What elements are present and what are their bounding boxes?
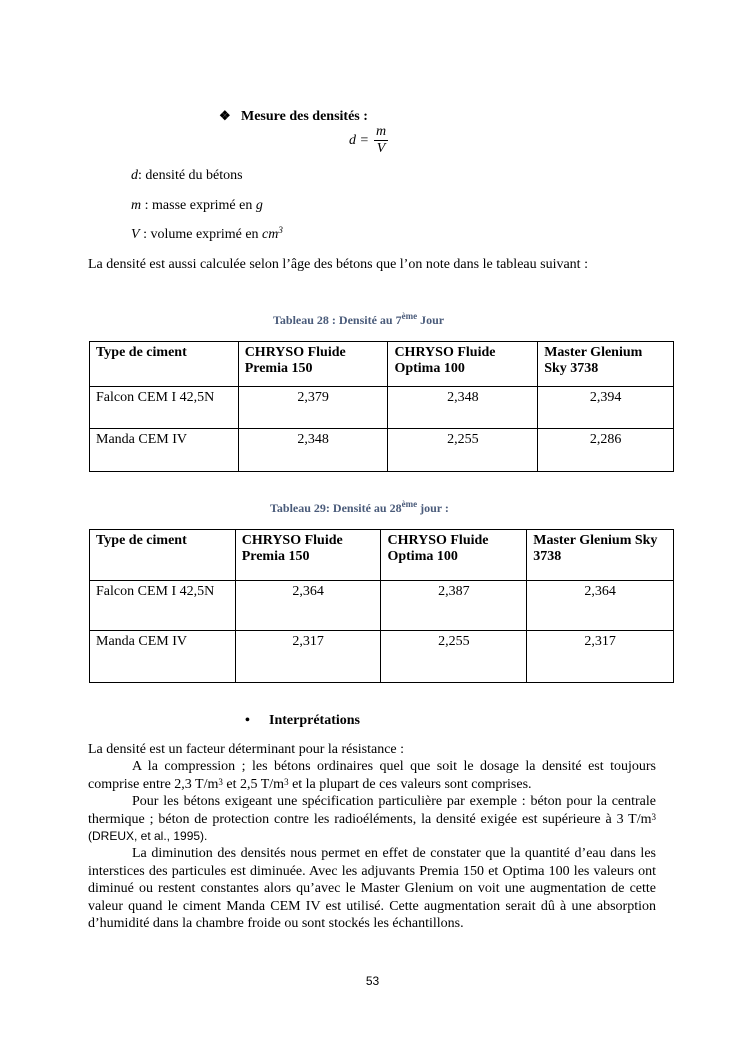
table-cell: 2,379: [238, 387, 388, 429]
table-cell: 2,286: [538, 429, 674, 472]
density-table-28-days: [89, 529, 674, 683]
table-header-cell: Type de ciment: [90, 530, 236, 581]
table-cell: Falcon CEM I 42,5N: [90, 581, 236, 631]
citation: (DREUX, et al., 1995).: [88, 829, 208, 844]
diamond-bullet-icon: ❖: [219, 108, 231, 123]
table-header-cell: CHRYSO Fluide Premia 150: [238, 342, 388, 387]
table-cell: Manda CEM IV: [90, 429, 239, 472]
definition-sep: :: [139, 227, 147, 242]
table-cell: 2,317: [235, 631, 381, 683]
definition-text: masse exprimé en: [148, 198, 256, 213]
paragraph-text: et la plupart de ces valeurs sont comprises.: [288, 776, 532, 792]
table-cell: 2,364: [527, 581, 674, 631]
formula-fraction: [374, 124, 388, 157]
table-cell: Manda CEM IV: [90, 631, 236, 683]
caption-text: Tableau 28 : Densité au 7: [273, 313, 402, 327]
round-bullet-icon: •: [245, 713, 250, 728]
table-cell: 2,364: [235, 581, 381, 631]
density-table-7-days: [89, 341, 674, 472]
table-cell: Falcon CEM I 42,5N: [90, 387, 239, 429]
table-cell: 2,255: [381, 631, 527, 683]
definition-unit-exponent: 3: [278, 225, 283, 235]
table-cell: 2,387: [381, 581, 527, 631]
interpretations-title: Interprétations: [269, 713, 360, 728]
table28-caption: [273, 313, 444, 328]
caption-text-end: jour :: [417, 501, 449, 515]
definition-sep: :: [138, 168, 142, 183]
table-header-cell: Type de ciment: [90, 342, 239, 387]
definition-d: [131, 168, 243, 184]
caption-text: Tableau 29: Densité au 28: [270, 501, 402, 515]
definition-unit: g: [255, 198, 263, 213]
paragraph-density-decrease: La diminution des densités nous permet en effet de constater que la quantité d’eau dans les interstices des particules est diminuée. Avec les adjuvants Premia 150 et Optima 100 les valeurs ont diminué ou restent constantes alors qu’avec le Master Glenium on voit une augmentation de cette valeur quand le ciment Manda CEM IV est utilisé. Cette augmentation serait dû à une absorption d’humidité dans la chambre froide ou sont stockés les échantillons.: [88, 846, 656, 932]
caption-superscript: ème: [401, 499, 418, 509]
table-cell: 2,348: [238, 429, 388, 472]
density-formula: [349, 124, 388, 157]
table-header-cell: Master Glenium Sky 3738: [538, 342, 674, 387]
definition-sep: :: [141, 198, 149, 213]
table-cell: 2,317: [527, 631, 674, 683]
table-header-cell: CHRYSO Fluide Optima 100: [388, 342, 538, 387]
definition-v: [131, 227, 283, 243]
table-row: [90, 387, 674, 429]
section-heading: [219, 108, 368, 125]
formula-denominator: V: [376, 141, 386, 156]
table-cell: 2,394: [538, 387, 674, 429]
caption-text-end: Jour: [417, 313, 445, 327]
definition-text: volume exprimé en: [146, 227, 263, 242]
table29-caption: [270, 501, 449, 516]
intro-text: La densité est aussi calculée selon l’âge des bétons que l’on note dans le tableau suivant :: [88, 257, 588, 272]
paragraph-compression: [88, 758, 656, 793]
definition-symbol: d: [131, 168, 138, 183]
table-row: [90, 581, 674, 631]
definition-m: [131, 198, 263, 214]
table-header-row: [90, 530, 674, 581]
table-cell: 2,348: [388, 387, 538, 429]
paragraph-text: et 2,5 T/m: [222, 776, 285, 792]
caption-superscript: ème: [401, 311, 418, 321]
interpretations-body: [88, 741, 656, 932]
formula-numerator: m: [375, 124, 387, 139]
paragraph-text: Pour les bétons exigeant une spécification particulière par exemple : béton pour la centrale thermique ; béton de protection contre les radioéléments, la densité exigée est supérieure à 3 T/m: [88, 794, 656, 827]
table-header-cell: CHRYSO Fluide Premia 150: [235, 530, 381, 581]
table-row: [90, 631, 674, 683]
table-row: [90, 429, 674, 472]
paragraph-special-concrete: [88, 793, 656, 845]
exponent: 3: [651, 811, 656, 822]
table-header-cell: CHRYSO Fluide Optima 100: [381, 530, 527, 581]
table-header-row: [90, 342, 674, 387]
exponent: 3: [218, 776, 223, 787]
interpretations-lead: La densité est un facteur déterminant pour la résistance :: [88, 742, 405, 757]
interpretations-heading: [245, 713, 360, 729]
table-cell: 2,255: [388, 429, 538, 472]
table-header-cell: Master Glenium Sky 3738: [527, 530, 674, 581]
section-heading-text: Mesure des densités :: [241, 109, 368, 124]
exponent: 3: [284, 776, 289, 787]
page-number: 53: [365, 974, 380, 988]
definition-symbol: V: [131, 227, 140, 242]
formula-lhs: d =: [349, 132, 369, 148]
definition-text: densité du bétons: [141, 168, 243, 183]
definition-symbol: m: [131, 198, 142, 213]
definition-unit: cm: [262, 227, 279, 242]
paragraph-text: A la compression ; les bétons ordinaires quel que soit le dosage la densité est toujours comprise entre 2,3 T/m: [88, 759, 656, 792]
